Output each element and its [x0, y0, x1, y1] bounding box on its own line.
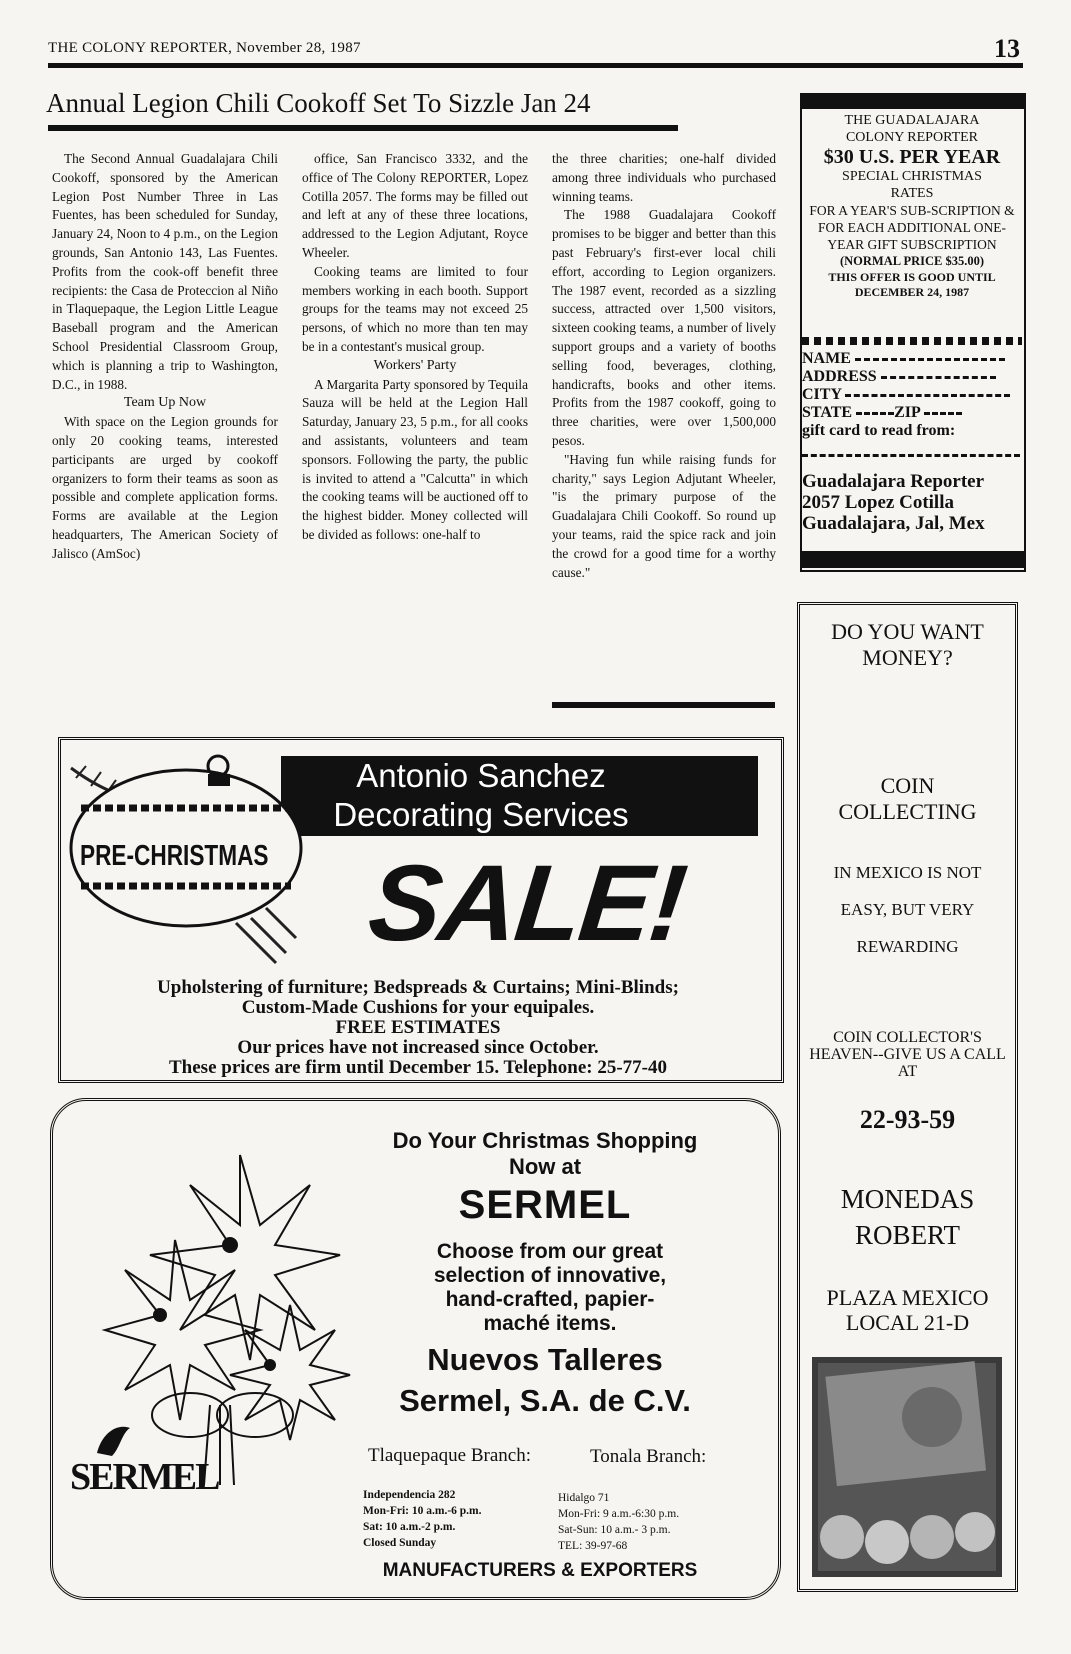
sale-text: SALE! — [363, 842, 691, 963]
headline-rule — [48, 125, 678, 131]
coin-line: EASY, BUT VERY — [840, 900, 975, 919]
subscription-bottom-bar — [800, 551, 1024, 568]
city-field[interactable]: CITY — [802, 386, 1022, 404]
coin-ad — [797, 602, 1018, 1592]
coin-shop-name: MONEDAS ROBERT — [840, 1184, 975, 1250]
sermel-brand: SERMEL — [458, 1183, 632, 1227]
publication-line: THE COLONY REPORTER, November 28, 1987 — [48, 40, 361, 56]
article-column-1 — [52, 150, 278, 564]
coin-line: COIN COLLECTOR'S HEAVEN--GIVE US A CALL AT — [809, 1029, 1006, 1080]
tlaquepaque-branch-info: Independencia 282 Mon-Fri: 10 a.m.-6 p.m. Sat: 10 a.m.-2 p.m. Closed Sunday — [363, 1489, 482, 1549]
sub-line: THIS OFFER IS GOOD UNTIL DECEMBER 24, 1987 — [828, 270, 996, 299]
sermel-description: Choose from our great selection of innovative, hand-crafted, papier-maché items. — [433, 1240, 667, 1335]
gift-card-line[interactable] — [802, 454, 1020, 457]
tlaquepaque-branch-title: Tlaquepaque Branch: — [367, 1445, 531, 1466]
subscription-top-bar — [800, 93, 1024, 109]
coin-phone: 22-93-59 — [859, 1105, 956, 1134]
sub-title: COLONY REPORTER — [845, 130, 979, 145]
tonala-branch-info: Hidalgo 71 Mon-Fri: 9 a.m.-6:30 p.m. Sat-Sun: 10 a.m.- 3 p.m. TEL: 39-97-68 — [558, 1492, 680, 1552]
sub-line: RATES — [890, 186, 934, 201]
sub-line: SPECIAL CHRISTMAS — [842, 169, 982, 184]
subscription-offer — [802, 112, 1022, 300]
header-rule — [48, 63, 1023, 68]
sermel-company-1: Nuevos Talleres — [427, 1342, 663, 1377]
coin-line: IN MEXICO IS NOT — [833, 863, 982, 882]
decorating-details: Upholstering of furniture; Bedspreads & Curtains; Mini-Blinds; Custom-Made Cushions for your equipales. FREE ESTIMATES Our prices have not increased since October. These prices are firm until December 15. Telephone: 25-77-40 — [157, 977, 679, 1078]
subhead-team-up: Team Up Now — [123, 395, 207, 411]
pre-christmas-label: PRE-CHRISTMAS — [80, 840, 269, 872]
subhead-workers-party: Workers' Party — [373, 357, 457, 373]
sub-line: FOR A YEAR'S SUB-SCRIPTION & FOR EACH ADDITIONAL ONE-YEAR GIFT SUBSCRIPTION — [809, 203, 1015, 252]
article-column-2 — [302, 150, 528, 545]
paragraph: With space on the Legion grounds for only 20 cooking teams, interested participants are urged by cookoff organizers to form their teams as soon as possible and complete application forms. Forms are available at the Legion headquarters, The American Society of Jalisco (AmSoc) — [52, 414, 278, 561]
tonala-branch-title: Tonala Branch: — [590, 1446, 707, 1467]
coin-heading: COIN COLLECTING — [838, 773, 977, 824]
coin-question: DO YOU WANT MONEY? — [831, 619, 984, 670]
coin-photo-image — [812, 1357, 1002, 1577]
sermel-company-2: Sermel, S.A. de C.V. — [399, 1383, 691, 1418]
paragraph: The 1988 Guadalajara Cookoff promises to be bigger and better than this past February's first-ever local chili effort, according to Legion organizers. The 1987 event, recorded as a sizzling success, attracted over 1,500 visitors, sixteen cooking teams, a number of lively support groups and a variety of booths selling food, beverages, clothing, handicrafts, books and other items. Profits from the 1987 cookoff, going to three charities, were over 1,500,000 pesos. — [552, 207, 776, 448]
paragraph: A Margarita Party sponsored by Tequila Sauza will be held at the Legion Hall Saturday, January 23, 5 p.m., for all cooks and assistants, volunteers and team sponsors. Following the party, the public is invited to attend a "Calcutta" in which the cooking teams will be auctioned off to the highest bidder. Money collected will be divided as follows: one-half to — [302, 376, 528, 542]
sermel-footer: MANUFACTURERS & EXPORTERS — [382, 1560, 698, 1581]
paragraph: office, San Francisco 3332, and the office of The Colony REPORTER, Lopez Cotilla 2057. The forms may be filled out and left at any of these three locations, addressed to the Legion Adjutant, Royce Wheeler. — [302, 151, 528, 260]
subscription-form — [802, 350, 1022, 534]
name-field[interactable]: NAME — [802, 350, 1022, 368]
running-head — [48, 34, 1020, 66]
paragraph: "Having fun while raising funds for charity," says Legion Adjutant Wheeler, "is the primary purpose of the Guadalajara Chili Cookoff. So round up your teams, raid the spice rack and join the crowd for a good time for a worthy cause." — [552, 451, 776, 580]
mailing-address: Guadalajara Reporter 2057 Lopez Cotilla Guadalajara, Jal, Mex — [802, 471, 985, 534]
coin-location: PLAZA MEXICO LOCAL 21-D — [826, 1285, 989, 1335]
paragraph: The Second Annual Guadalajara Chili Cookoff, sponsored by the American Legion Post Number Three in Las Fuentes, has been scheduled for Sunday, January 24, Noon to 4 p.m., on the Legion grounds, San Antonio 143, Las Fuentes. Profits from the cook-off benefit three recipients: the Casa de Proteccion al Niño in Tlaquepaque, the Legion Little League Baseball program and the American School Presidential Classroom Group, which is planning a trip to Washington, D.C., in 1988. — [52, 151, 278, 392]
bird-logo-icon — [92, 1418, 132, 1458]
sermel-intro: Do Your Christmas Shopping Now at — [392, 1128, 698, 1179]
article-column-3 — [552, 150, 776, 582]
sermel-logo: SERMEL — [70, 1456, 219, 1498]
gift-card-label: gift card to read from: — [802, 422, 956, 439]
article-headline: Annual Legion Chili Cookoff Set To Sizzle Jan 24 — [46, 88, 591, 118]
subscription-price: $30 U.S. PER YEAR — [823, 146, 1001, 168]
address-field[interactable]: ADDRESS — [802, 368, 1022, 386]
paragraph: the three charities; one-half divided among three individuals who purchased winning teams. — [552, 151, 776, 204]
sub-title: THE GUADALAJARA — [844, 113, 980, 128]
decorating-business-name: Antonio Sanchez Decorating Services — [333, 757, 629, 833]
page-number: 13 — [994, 34, 1020, 63]
article-end-rule — [552, 702, 775, 708]
paragraph: Cooking teams are limited to four members working in each booth. Support groups for the teams may not exceed 25 persons, of which no more than ten may be in a contestant's musical group. — [302, 263, 528, 354]
sub-line: (NORMAL PRICE $35.00) — [839, 254, 985, 268]
coin-line: REWARDING — [856, 937, 959, 956]
dotted-divider — [802, 337, 1022, 345]
state-zip-field[interactable]: STATE ZIP — [802, 404, 1022, 422]
